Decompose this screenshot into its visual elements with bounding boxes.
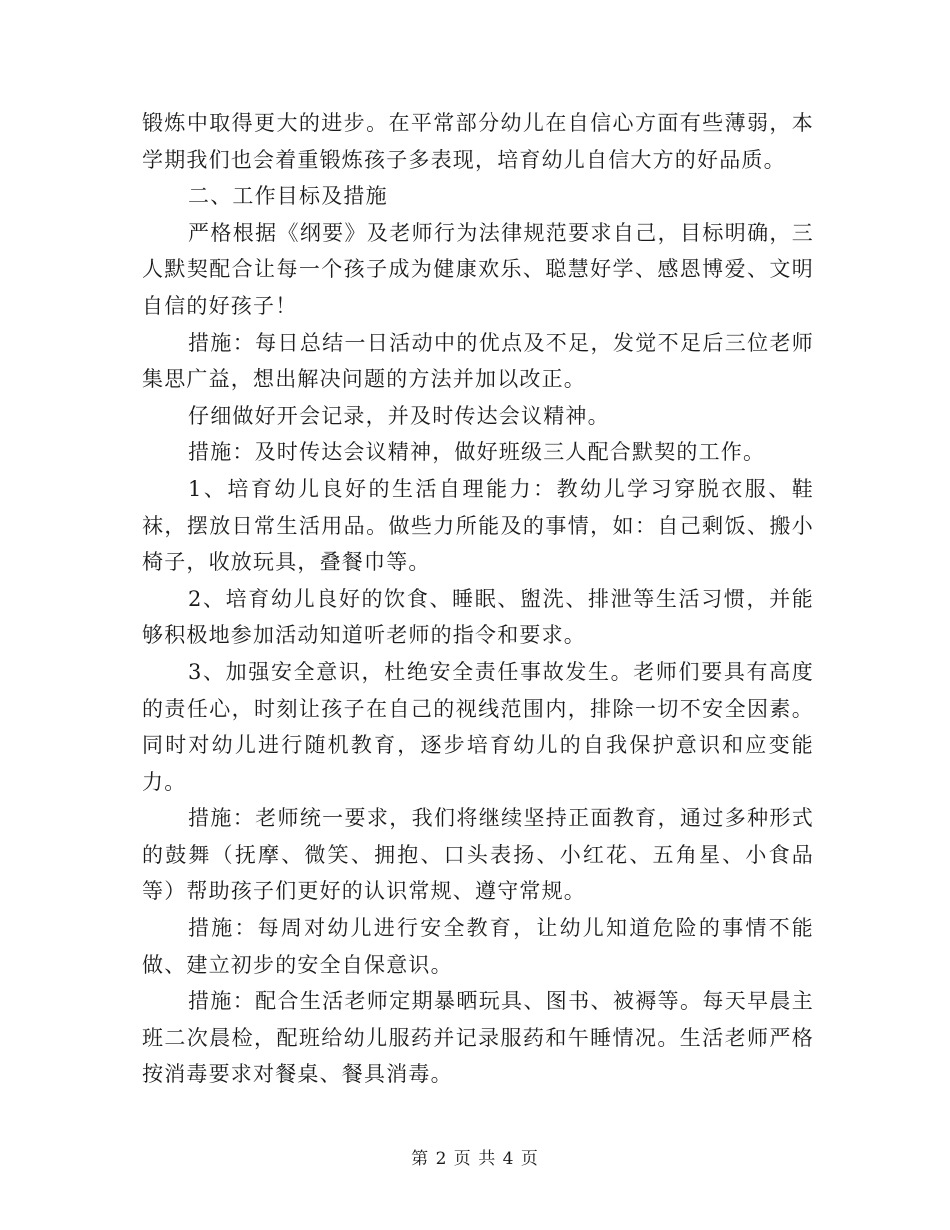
paragraph: 1、培育幼儿良好的生活自理能力：教幼儿学习穿脱衣服、鞋袜，摆放日常生活用品。做些力所能及的事情，如：自己剩饭、搬小椅子，收放玩具，叠餐巾等。 [142,476,814,575]
paragraph: 仔细做好开会记录，并及时传达会议精神。 [188,403,610,428]
document-body [142,105,814,1093]
paragraph: 严格根据《纲要》及老师行为法律规范要求自己，目标明确，三人默契配合让每一个孩子成为健康欢乐、聪慧好学、感恩博爱、文明自信的好孩子！ [142,220,814,318]
paragraph: 措施：及时传达会议精神，做好班级三人配合默契的工作。 [188,440,766,465]
page-number-footer: 第 2 页 共 4 页 [411,1149,539,1169]
paragraph: 措施：每周对幼儿进行安全教育，让幼儿知道危险的事情不能做、建立初步的安全自保意识。 [142,916,814,977]
paragraph: 措施：每日总结一日活动中的优点及不足，发觉不足后三位老师集思广益，想出解决问题的方法并加以改正。 [142,330,814,392]
paragraph: 3、加强安全意识，杜绝安全责任事故发生。老师们要具有高度的责任心，时刻让孩子在自己的视线范围内，排除一切不安全因素。同时对幼儿进行随机教育，逐步培育幼儿的自我保护意识和应变能力。 [142,659,814,794]
paragraph: 措施：配合生活老师定期暴晒玩具、图书、被褥等。每天早晨主班二次晨检，配班给幼儿服药并记录服药和午睡情况。生活老师严格按消毒要求对餐桌、餐具消毒。 [142,989,814,1087]
section-heading: 二、工作目标及措施 [188,184,388,209]
paragraph-continuation: 锻炼中取得更大的进步。在平常部分幼儿在自信心方面有些薄弱，本学期我们也会着重锻炼孩子多表现，培育幼儿自信大方的好品质。 [142,111,814,172]
paragraph: 2、培育幼儿良好的饮食、睡眠、盥洗、排泄等生活习惯，并能够积极地参加活动知道听老师的指令和要求。 [142,586,814,648]
paragraph: 措施：老师统一要求，我们将继续坚持正面教育，通过多种形式的鼓舞（抚摩、微笑、拥抱、口头表扬、小红花、五角星、小食品等）帮助孩子们更好的认识常规、遵守常规。 [142,806,814,904]
